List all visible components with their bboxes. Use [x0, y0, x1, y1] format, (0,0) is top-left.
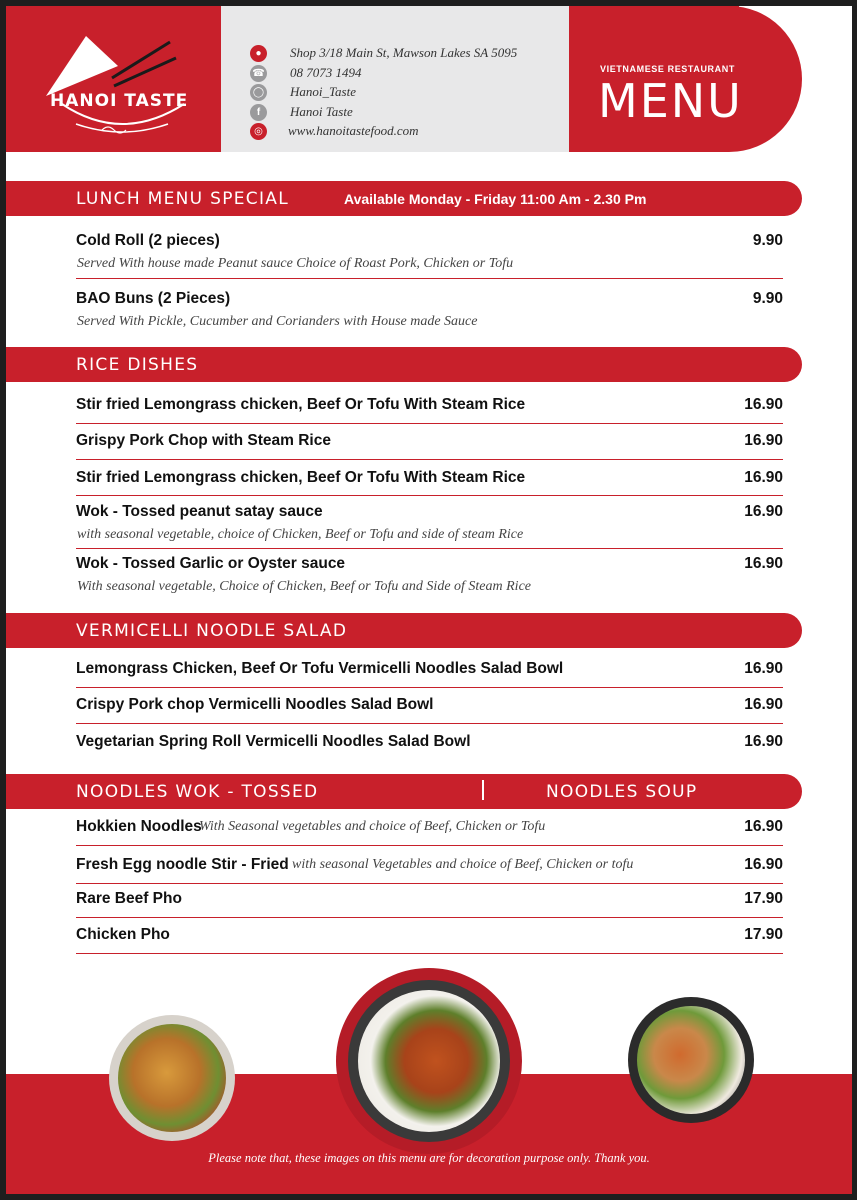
section-bar-rice — [6, 347, 802, 382]
menu-item: Crispy Pork chop Vermicelli Noodles Salad Bowl 16.90 — [76, 696, 783, 724]
phone-icon: ☎ — [250, 65, 267, 82]
menu-item: Lemongrass Chicken, Beef Or Tofu Vermicelli Noodles Salad Bowl 16.90 — [76, 660, 783, 688]
menu-item: Rare Beef Pho 17.90 — [76, 890, 783, 918]
section-title: RICE DISHES — [76, 355, 199, 375]
section-bar-noodles — [6, 774, 802, 809]
section-divider — [482, 780, 484, 800]
rice-dish-image — [336, 968, 522, 1154]
logo-graphic — [42, 32, 202, 136]
section-title: VERMICELLI NOODLE SALAD — [76, 621, 348, 641]
logo-wordmark: HANOI TASTE — [50, 91, 189, 111]
facebook-icon: f — [250, 104, 267, 121]
menu-item: BAO Buns (2 Pieces) 9.90 Served With Pickle, Cucumber and Corianders with House made Sauce — [76, 290, 783, 329]
section-title: NOODLES WOK - TOSSED — [76, 782, 319, 802]
menu-title: MENU — [598, 74, 743, 128]
menu-item: Wok - Tossed Garlic or Oyster sauce 16.90 With seasonal vegetable, Choice of Chicken, Beef or Tofu and Side of Steam Rice — [76, 555, 783, 594]
menu-item: Chicken Pho 17.90 — [76, 926, 783, 954]
globe-icon: ◎ — [250, 123, 267, 140]
location-pin-icon: ● — [250, 45, 267, 62]
header-tagline: VIETNAMESE RESTAURANT — [600, 64, 735, 74]
section-bar-vermicelli — [6, 613, 802, 648]
menu-item: Fresh Egg noodle Stir - Fried 16.90 with seasonal Vegetables and choice of Beef, Chicken or tofu — [76, 856, 783, 884]
menu-item: Wok - Tossed peanut satay sauce 16.90 with seasonal vegetable, choice of Chicken, Beef or Tofu and side of steam Rice — [76, 503, 783, 549]
menu-item: Cold Roll (2 pieces) 9.90 Served With house made Peanut sauce Choice of Roast Pork, Chicken or Tofu — [76, 232, 783, 279]
menu-item: Hokkien Noodles 16.90 With Seasonal vegetables and choice of Beef, Chicken or Tofu — [76, 818, 783, 846]
header-logo-panel — [6, 6, 221, 152]
noodle-dish-image — [109, 1015, 235, 1141]
section-availability: Available Monday - Friday 11:00 Am - 2.30 Pm — [344, 191, 647, 207]
menu-item: Vegetarian Spring Roll Vermicelli Noodles Salad Bowl 16.90 — [76, 733, 783, 750]
menu-item: Grispy Pork Chop with Steam Rice 16.90 — [76, 432, 783, 460]
section-title-secondary: NOODLES SOUP — [546, 782, 698, 802]
section-title: LUNCH MENU SPECIAL — [76, 189, 289, 209]
vermicelli-dish-image — [628, 997, 754, 1123]
menu-item: Stir fried Lemongrass chicken, Beef Or Tofu With Steam Rice 16.90 — [76, 469, 783, 496]
menu-item: Stir fried Lemongrass chicken, Beef Or Tofu With Steam Rice 16.90 — [76, 396, 783, 424]
instagram-icon: ◯ — [250, 84, 267, 101]
menu-page — [6, 6, 852, 1194]
contact-panel: ● Shop 3/18 Main St, Mawson Lakes SA 5095 ☎ 08 7073 1494 ◯ Hanoi_Taste f Hanoi Taste ◎ www.hanoitastefood.com — [221, 6, 569, 152]
footer-disclaimer: Please note that, these images on this menu are for decoration purpose only. Thank you. — [208, 1151, 650, 1165]
section-bar-lunch — [6, 181, 802, 216]
